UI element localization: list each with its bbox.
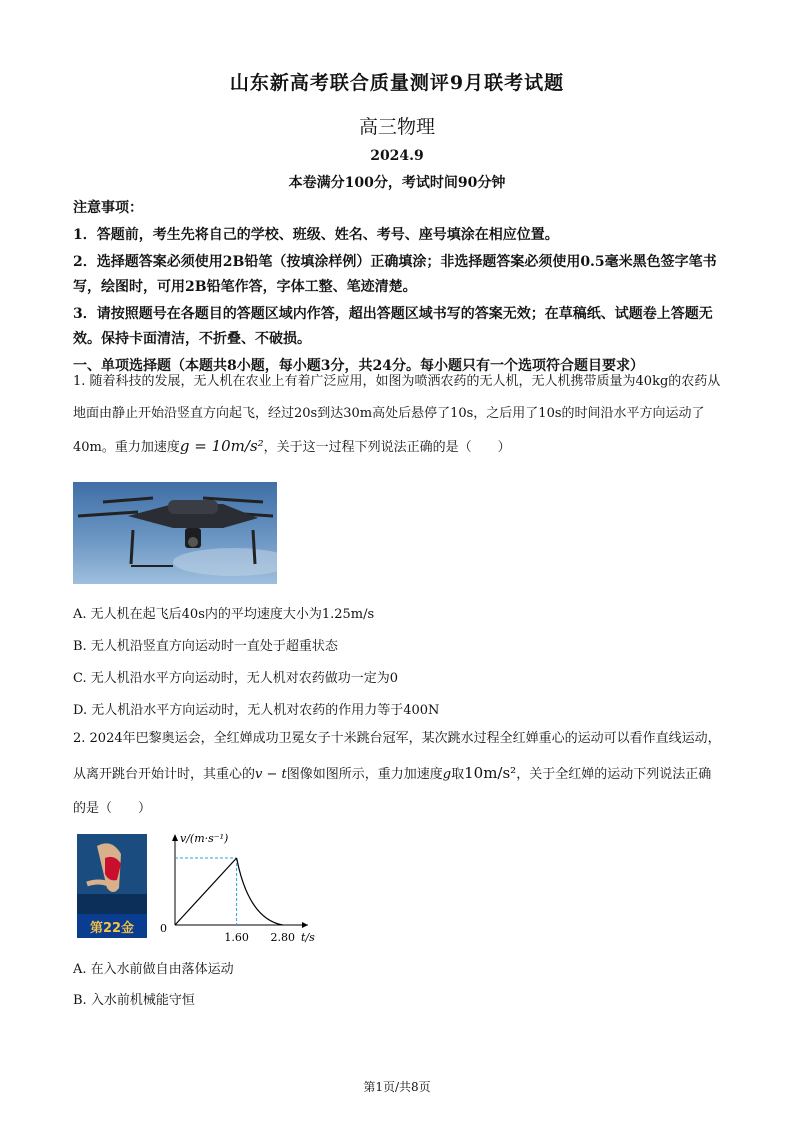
page-footer: 第1页/共8页	[363, 1080, 431, 1094]
score-time: 本卷满分100分，考试时间90分钟	[288, 175, 506, 191]
notice-item-3: 3．请按照题号在各题目的答题区域内作答，超出答题区域书写的答案无效；在草稿纸、试题卷上答题无效。保持卡面清洁，不折叠、不破损。	[73, 306, 713, 347]
q2-g: g	[442, 767, 452, 782]
vt-line-segment	[175, 858, 237, 925]
x-tick-2: 2.80	[270, 931, 296, 944]
q1-formula: g = 10m/s²	[179, 437, 264, 455]
q2-stem-c: 取	[451, 767, 465, 782]
y-axis-arrow	[172, 834, 178, 841]
q2-stem-b: 图像如图所示，重力加速度	[286, 767, 443, 782]
notice-item-2: 2．选择题答案必须使用2B铅笔（按填涂样例）正确填涂；非选择题答案必须使用0.5毫米黑色签字笔书写，绘图时，可用2B铅笔作答，字体工整、笔迹清楚。	[73, 254, 717, 295]
vt-curve-segment	[237, 858, 283, 925]
section1-heading: 一、单项选择题（本题共8小题，每小题3分，共24分。每小题只有一个选项符合题目要求）	[73, 358, 644, 374]
drone-photo	[73, 482, 277, 584]
q1-stem-b: ，关于这一过程下列说法正确的是（ ）	[263, 440, 511, 455]
x-axis-label: t/s	[301, 931, 315, 944]
x-axis-arrow	[302, 922, 308, 928]
q2-stem-d: ，关于全红婵的运动下列说法正确的是（ ）	[73, 767, 712, 816]
question-2-stem	[73, 722, 723, 826]
q1-option-d: D. 无人机沿水平方向运动时，无人机对农药的作用力等于400N	[73, 703, 440, 718]
origin-label: 0	[160, 922, 167, 935]
notice-section	[73, 196, 723, 379]
diver-photo	[77, 834, 147, 938]
notice-heading: 注意事项：	[73, 200, 143, 216]
q2-vt: v − t	[255, 767, 287, 782]
q1-option-a: A. 无人机在起飞后40s内的平均速度大小为1.25m/s	[73, 607, 375, 622]
q2-stem-a: 2. 2024年巴黎奥运会，全红婵成功卫冕女子十米跳台冠军，某次跳水过程全红婵重心的运动可以看作直线运动，从离开跳台开始计时，其重心的	[73, 731, 721, 782]
x-tick-1: 1.60	[224, 931, 249, 944]
q1-option-c: C. 无人机沿水平方向运动时，无人机对农药做功一定为0	[73, 671, 399, 686]
badge-text: 第22金	[89, 921, 135, 936]
exam-date: 2024.9	[370, 148, 424, 164]
subject-title: 高三物理	[358, 116, 435, 138]
q1-stem-a: 1. 随着科技的发展，无人机在农业上有着广泛应用，如图为喷洒农药的无人机，无人机携带质量为40kg的农药从地面由静止开始沿竖直方向起飞，经过20s到达30m高处后悬停了10s，之后用了10s的时间沿水平方向运动了40m。重力加速度	[73, 374, 721, 455]
y-axis-label: v/(m·s⁻¹)	[180, 832, 229, 845]
question-1-stem	[73, 366, 723, 464]
q2-option-a: A. 在入水前做自由落体运动	[73, 962, 234, 977]
q1-option-b: B. 无人机沿竖直方向运动时一直处于超重状态	[73, 639, 338, 654]
vt-graph	[158, 830, 328, 945]
q2-gval: 10m/s²	[464, 764, 517, 782]
notice-item-1: 1．答题前，考生先将自己的学校、班级、姓名、考号、座号填涂在相应位置。	[73, 227, 559, 243]
exam-title: 山东新高考联合质量测评9月联考试题	[229, 72, 565, 94]
q2-option-b: B. 入水前机械能守恒	[73, 993, 195, 1008]
